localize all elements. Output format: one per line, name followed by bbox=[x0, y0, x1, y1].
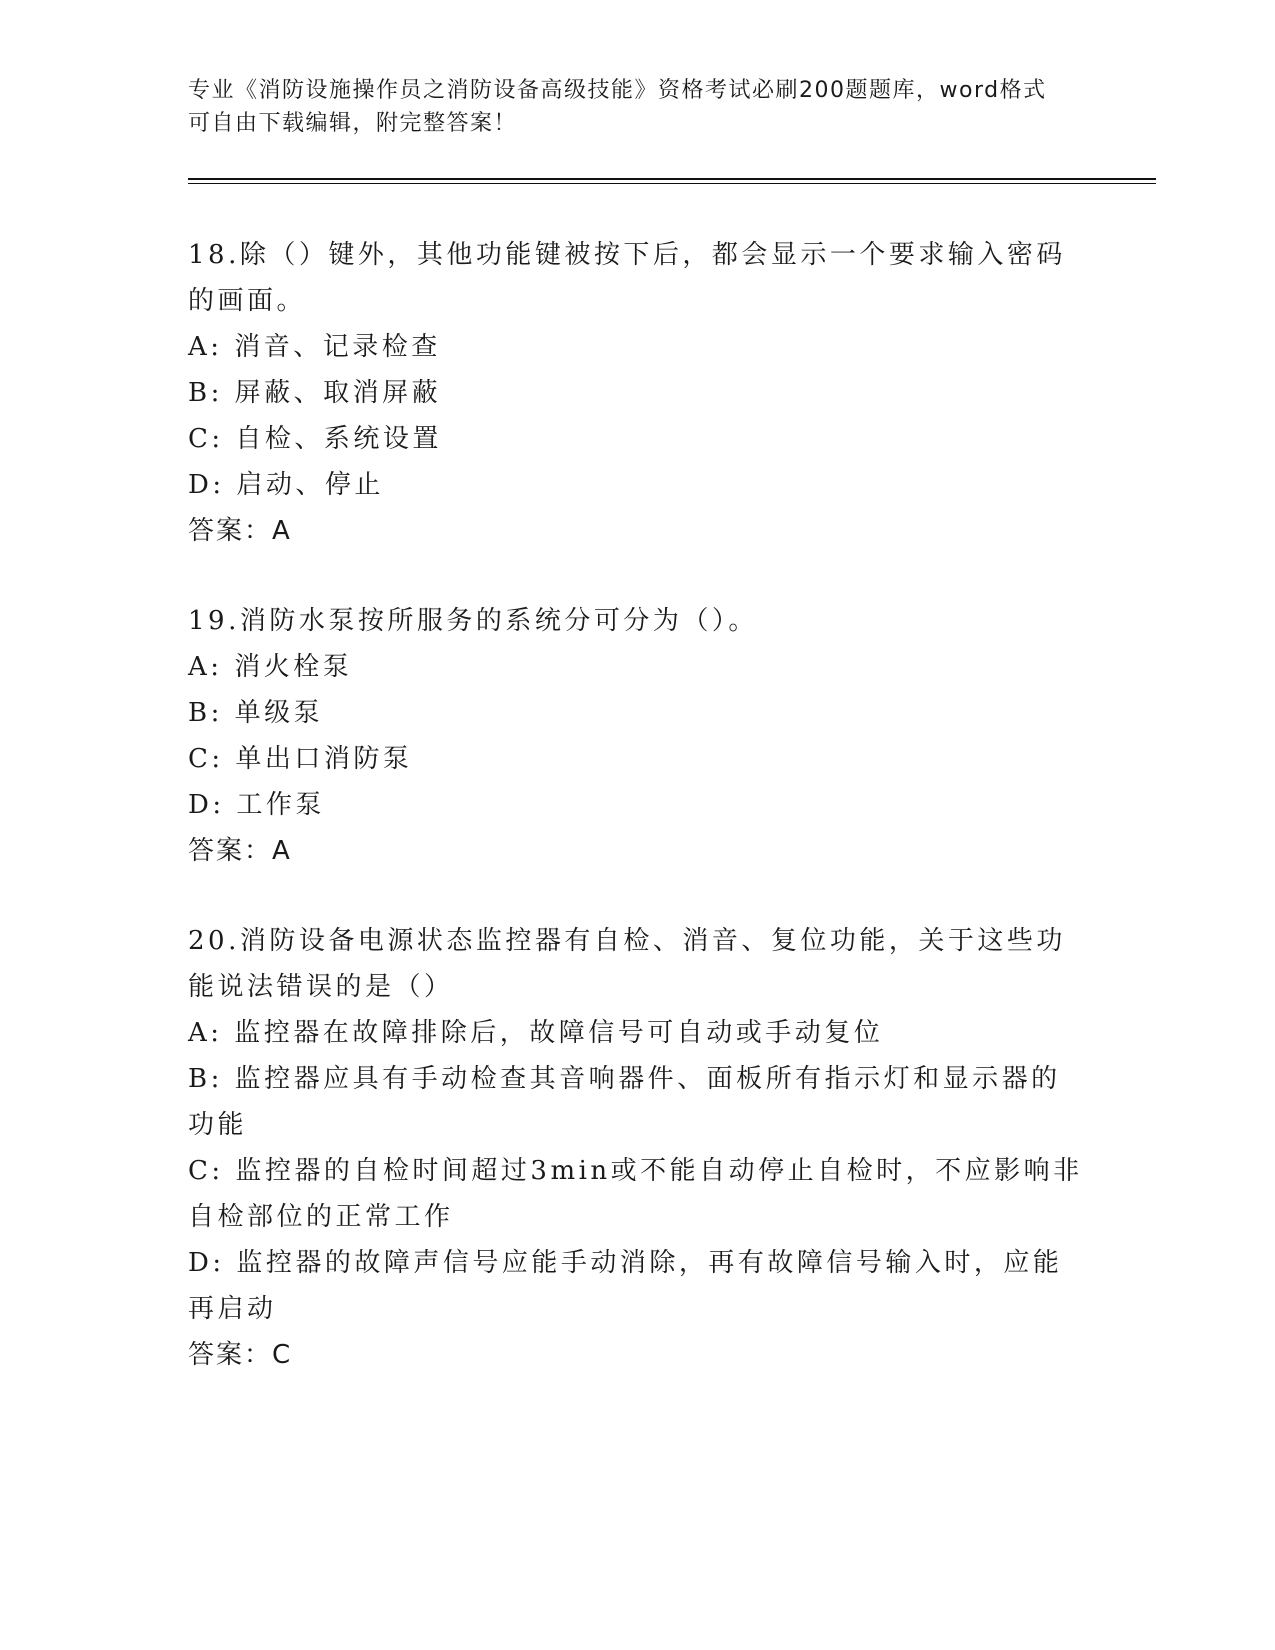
option-c: C: 单出口消防泵 bbox=[188, 744, 413, 774]
question-list bbox=[188, 232, 1088, 1422]
option-c: C: 监控器的自检时间超过3min或不能自动停止自检时，不应影响非自检部位的正常工作 bbox=[188, 1156, 1083, 1232]
option-a: A: 消音、记录检查 bbox=[188, 332, 441, 362]
option-c: C: 自检、系统设置 bbox=[188, 424, 442, 454]
question-19 bbox=[188, 598, 1088, 874]
question-18 bbox=[188, 232, 1088, 554]
option-a: A: 监控器在故障排除后，故障信号可自动或手动复位 bbox=[188, 1018, 884, 1048]
option-b: B: 屏蔽、取消屏蔽 bbox=[188, 378, 442, 408]
question-stem: 20.消防设备电源状态监控器有自检、消音、复位功能，关于这些功能说法错误的是（） bbox=[188, 926, 1066, 1002]
answer-line: 答案：A bbox=[188, 836, 292, 866]
option-b: B: 单级泵 bbox=[188, 698, 324, 728]
option-d: D: 监控器的故障声信号应能手动消除，再有故障信号输入时，应能再启动 bbox=[188, 1248, 1063, 1324]
question-20 bbox=[188, 918, 1088, 1378]
header-divider-thin bbox=[188, 183, 1156, 184]
answer-line: 答案：C bbox=[188, 1340, 293, 1370]
answer-line: 答案：A bbox=[188, 516, 292, 546]
option-d: D: 启动、停止 bbox=[188, 470, 384, 500]
option-d: D: 工作泵 bbox=[188, 790, 325, 820]
header-divider-thick bbox=[188, 178, 1156, 180]
question-stem: 18.除（）键外，其他功能键被按下后，都会显示一个要求输入密码的画面。 bbox=[188, 240, 1066, 316]
option-a: A: 消火栓泵 bbox=[188, 652, 353, 682]
document-header: 专业《消防设施操作员之消防设备高级技能》资格考试必刷200题题库，word格式可自由下载编辑，附完整答案！ bbox=[188, 78, 1047, 136]
question-stem: 19.消防水泵按所服务的系统分可分为（）。 bbox=[188, 606, 758, 636]
option-b: B: 监控器应具有手动检查其音响器件、面板所有指示灯和显示器的功能 bbox=[188, 1064, 1061, 1140]
